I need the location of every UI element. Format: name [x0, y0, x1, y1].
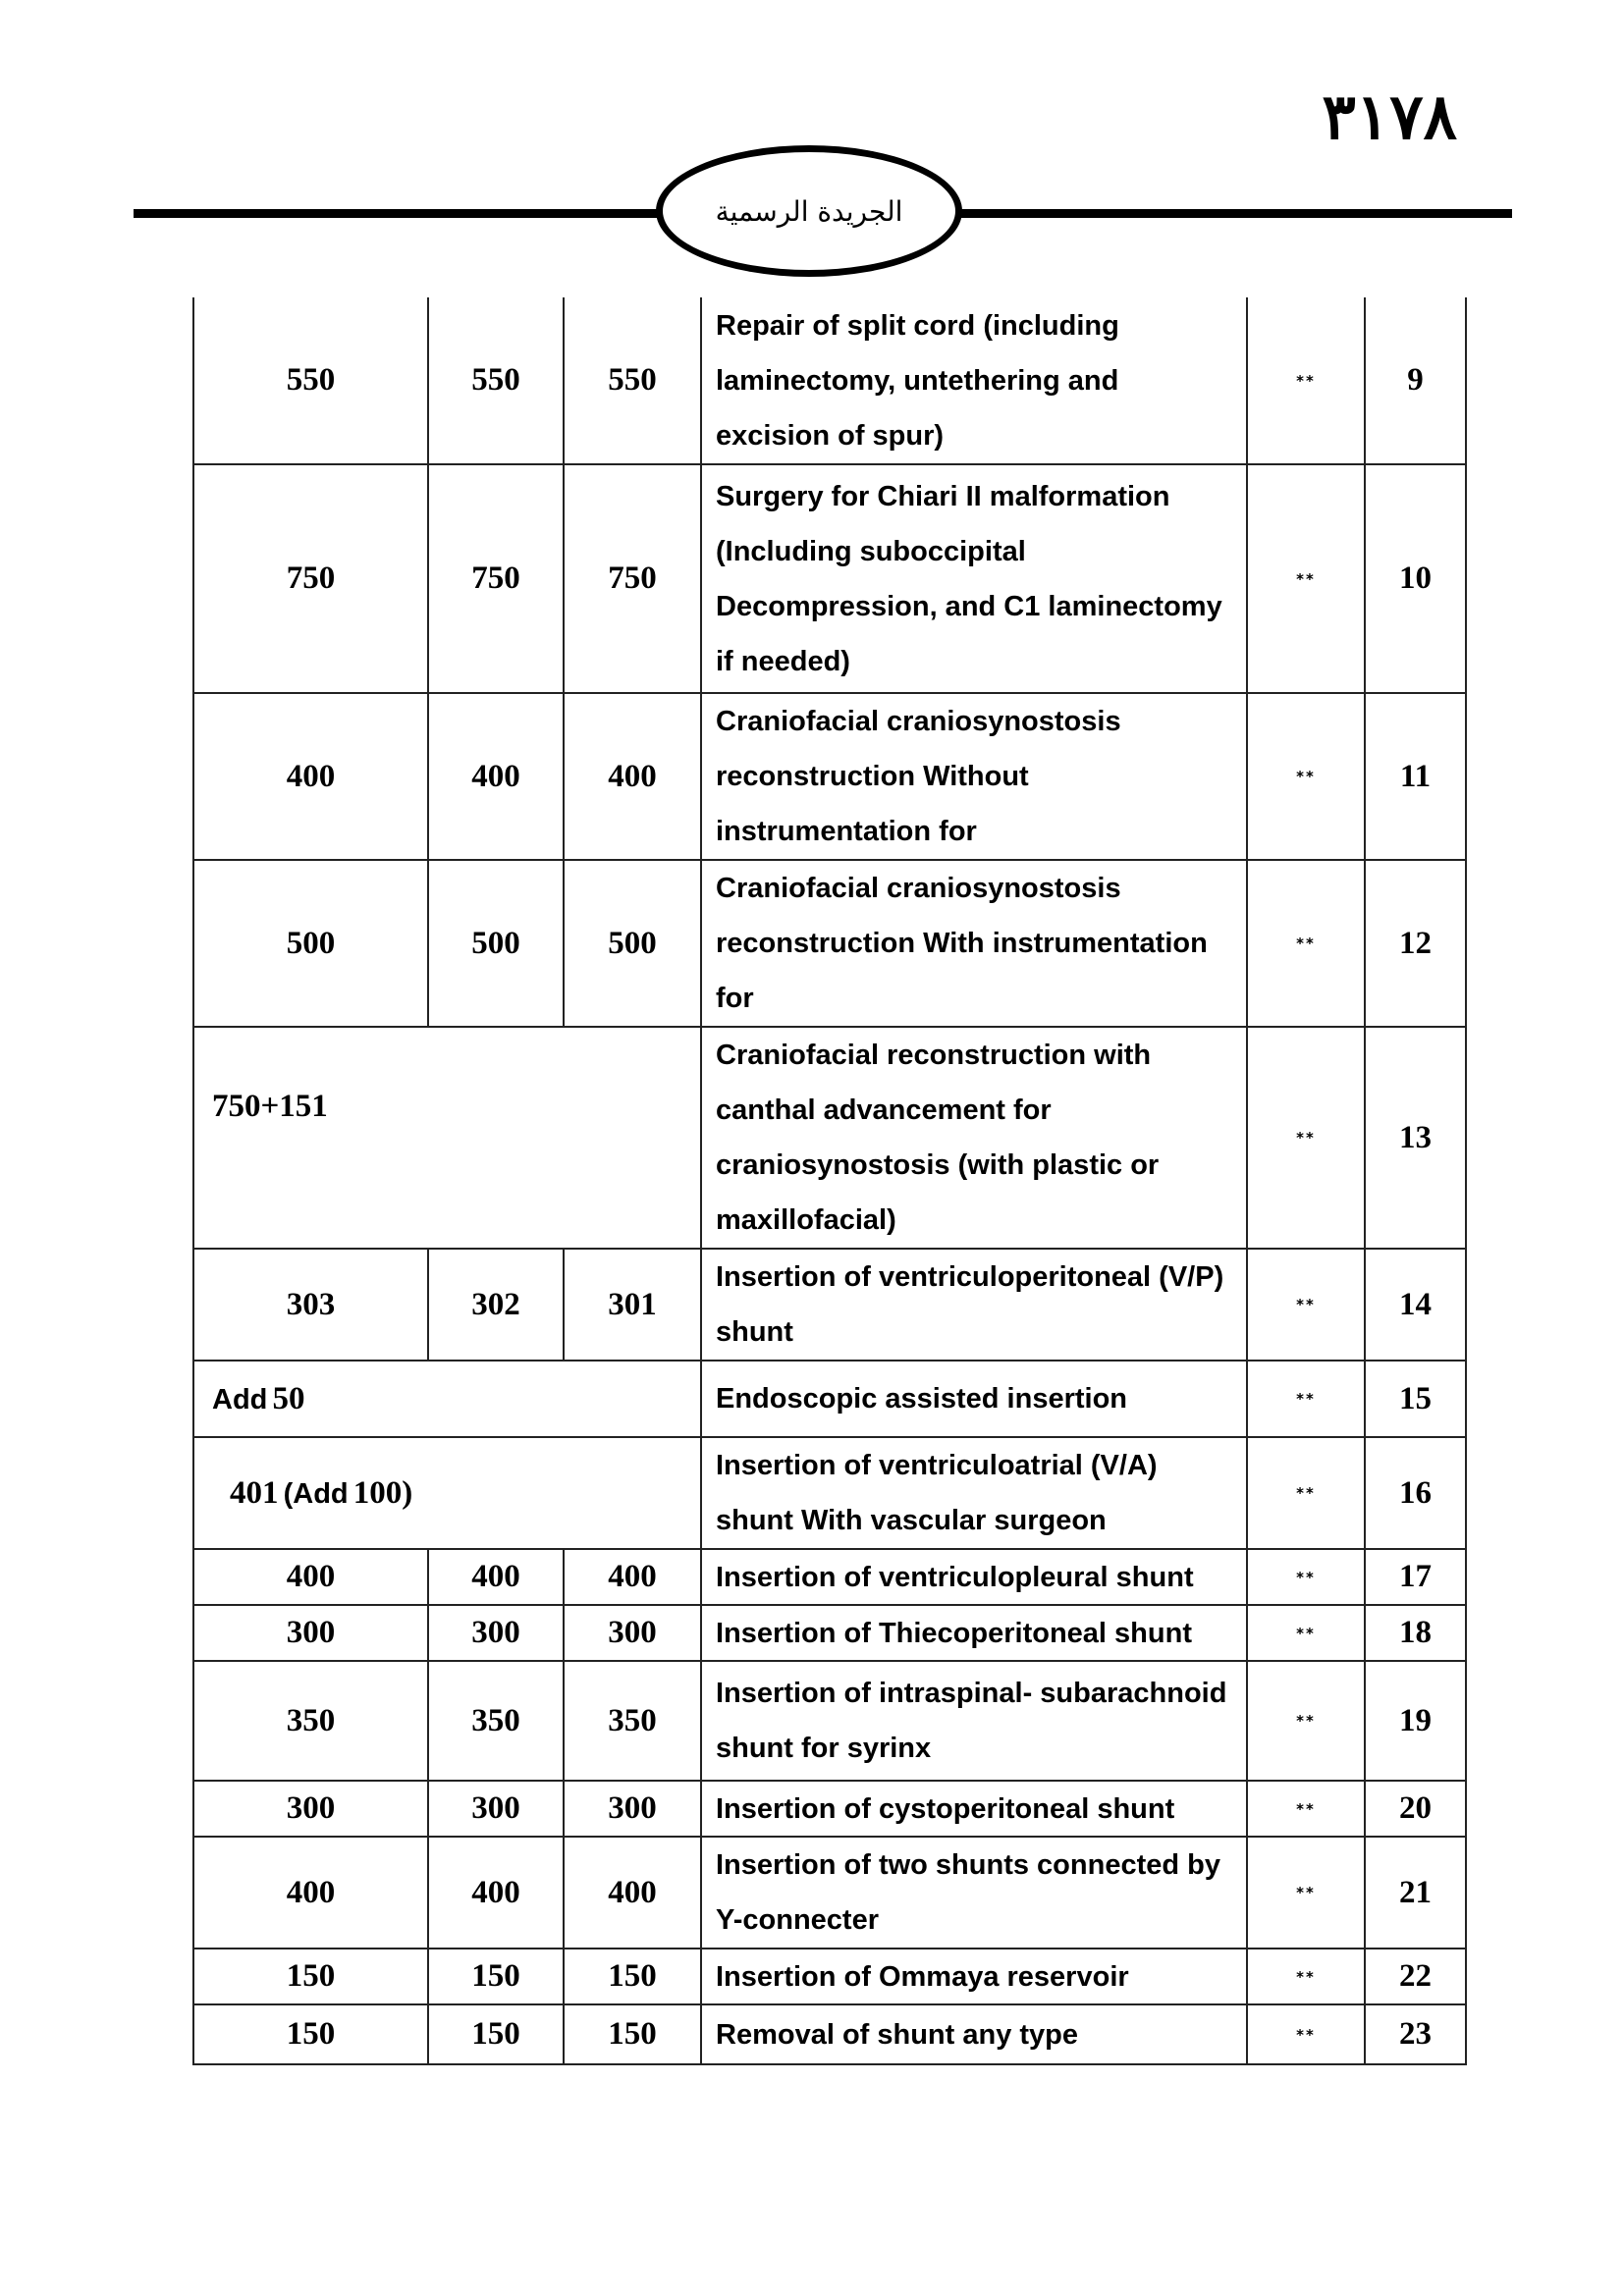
- procedure-description: Insertion of Ommaya reservoir: [701, 1949, 1247, 2004]
- procedure-description: Craniofacial craniosynostosis reconstruction With instrumentation for: [701, 860, 1247, 1027]
- row-number: 17: [1365, 1549, 1466, 1605]
- table-row: [193, 297, 1466, 464]
- fee-cell-2: 300: [428, 1781, 564, 1837]
- asterisk-mark: **: [1247, 1605, 1365, 1661]
- table-row: [193, 1549, 1466, 1605]
- fee-cell-2: 300: [428, 1605, 564, 1661]
- fee-merged-paren-value: 100): [352, 1474, 413, 1511]
- procedure-description: Insertion of ventriculoatrial (V/A) shunt With vascular surgeon: [701, 1437, 1247, 1549]
- table-row: [193, 1661, 1466, 1781]
- fee-cell-3: 400: [564, 693, 701, 860]
- asterisk-mark: **: [1247, 1361, 1365, 1437]
- procedure-description: Insertion of intraspinal- subarachnoid shunt for syrinx: [701, 1661, 1247, 1781]
- asterisk-mark: **: [1247, 1661, 1365, 1781]
- asterisk-mark: **: [1247, 1437, 1365, 1549]
- fee-cell-2: 550: [428, 297, 564, 464]
- procedure-description: Craniofacial reconstruction with canthal advancement for craniosynostosis (with plastic or maxillofacial): [701, 1027, 1247, 1249]
- masthead-title: الجريدة الرسمية: [715, 194, 903, 228]
- fee-cell-1: 400: [193, 693, 428, 860]
- fee-cell-3: 400: [564, 1837, 701, 1949]
- fee-cell-1: 300: [193, 1605, 428, 1661]
- asterisk-mark: **: [1247, 1549, 1365, 1605]
- procedure-description: Insertion of ventriculopleural shunt: [701, 1549, 1247, 1605]
- row-number: 15: [1365, 1361, 1466, 1437]
- fee-cell-2: 400: [428, 693, 564, 860]
- page-number: ٣١٧٨: [1322, 80, 1457, 154]
- header-rule-right: [958, 209, 1512, 218]
- fee-merged-cell: [193, 1437, 701, 1549]
- table-row: [193, 1249, 1466, 1361]
- procedure-description: Craniofacial craniosynostosis reconstruction Without instrumentation for: [701, 693, 1247, 860]
- row-number: 12: [1365, 860, 1466, 1027]
- table-row: [193, 2004, 1466, 2064]
- fee-cell-1: 303: [193, 1249, 428, 1361]
- row-number: 9: [1365, 297, 1466, 464]
- row-number: 11: [1365, 693, 1466, 860]
- fee-cell-3: 300: [564, 1781, 701, 1837]
- row-number: 10: [1365, 464, 1466, 693]
- procedure-description: Surgery for Chiari II malformation (Including suboccipital Decompression, and C1 laminectomy if needed): [701, 464, 1247, 693]
- fee-cell-2: 400: [428, 1549, 564, 1605]
- table-row: [193, 693, 1466, 860]
- table-row: [193, 1949, 1466, 2004]
- fee-merged-value: 750+151: [212, 1089, 328, 1124]
- row-number: 14: [1365, 1249, 1466, 1361]
- asterisk-mark: **: [1247, 860, 1365, 1027]
- row-number: 16: [1365, 1437, 1466, 1549]
- fee-cell-3: 300: [564, 1605, 701, 1661]
- fee-cell-3: 150: [564, 2004, 701, 2064]
- fee-merged-prefix: Add: [212, 1383, 268, 1415]
- fee-cell-2: 500: [428, 860, 564, 1027]
- asterisk-mark: **: [1247, 297, 1365, 464]
- fee-cell-1: 400: [193, 1837, 428, 1949]
- table-row: [193, 1837, 1466, 1949]
- masthead-oval: [656, 145, 962, 277]
- fee-cell-1: 350: [193, 1661, 428, 1781]
- fee-cell-3: 301: [564, 1249, 701, 1361]
- asterisk-mark: **: [1247, 1837, 1365, 1949]
- fee-cell-1: 550: [193, 297, 428, 464]
- fee-cell-2: 400: [428, 1837, 564, 1949]
- fee-merged-value: 401: [230, 1474, 279, 1511]
- fee-cell-3: 150: [564, 1949, 701, 2004]
- fee-merged-value: 50: [272, 1380, 305, 1416]
- asterisk-mark: **: [1247, 693, 1365, 860]
- procedure-description: Insertion of cystoperitoneal shunt: [701, 1781, 1247, 1837]
- table-row: [193, 464, 1466, 693]
- asterisk-mark: **: [1247, 2004, 1365, 2064]
- fee-cell-1: 150: [193, 2004, 428, 2064]
- fee-merged-cell: [193, 1027, 701, 1249]
- table-row: [193, 1361, 1466, 1437]
- fee-merged-paren-open: (Add: [283, 1477, 349, 1510]
- row-number: 19: [1365, 1661, 1466, 1781]
- asterisk-mark: **: [1247, 1027, 1365, 1249]
- fee-cell-1: 300: [193, 1781, 428, 1837]
- fee-cell-3: 550: [564, 297, 701, 464]
- fee-cell-2: 150: [428, 2004, 564, 2064]
- fee-cell-1: 750: [193, 464, 428, 693]
- row-number: 20: [1365, 1781, 1466, 1837]
- table-row: [193, 1437, 1466, 1549]
- fee-cell-3: 350: [564, 1661, 701, 1781]
- fee-merged-cell: [193, 1361, 701, 1437]
- procedure-description: Removal of shunt any type: [701, 2004, 1247, 2064]
- procedure-description: Endoscopic assisted insertion: [701, 1361, 1247, 1437]
- fee-cell-1: 150: [193, 1949, 428, 2004]
- asterisk-mark: **: [1247, 1249, 1365, 1361]
- procedure-description: Repair of split cord (including laminectomy, untethering and excision of spur): [701, 297, 1247, 464]
- table-row: [193, 1605, 1466, 1661]
- row-number: 13: [1365, 1027, 1466, 1249]
- fee-cell-1: 400: [193, 1549, 428, 1605]
- table-row: [193, 1027, 1466, 1249]
- asterisk-mark: **: [1247, 1949, 1365, 2004]
- fee-cell-2: 350: [428, 1661, 564, 1781]
- procedure-description: Insertion of ventriculoperitoneal (V/P) shunt: [701, 1249, 1247, 1361]
- fee-cell-3: 400: [564, 1549, 701, 1605]
- fee-cell-3: 750: [564, 464, 701, 693]
- fee-cell-2: 750: [428, 464, 564, 693]
- fee-cell-3: 500: [564, 860, 701, 1027]
- table-row: [193, 1781, 1466, 1837]
- table-row: [193, 860, 1466, 1027]
- row-number: 22: [1365, 1949, 1466, 2004]
- row-number: 21: [1365, 1837, 1466, 1949]
- fee-cell-1: 500: [193, 860, 428, 1027]
- fee-cell-2: 302: [428, 1249, 564, 1361]
- row-number: 23: [1365, 2004, 1466, 2064]
- procedure-description: Insertion of two shunts connected by Y-connecter: [701, 1837, 1247, 1949]
- row-number: 18: [1365, 1605, 1466, 1661]
- procedure-description: Insertion of Thiecoperitoneal shunt: [701, 1605, 1247, 1661]
- asterisk-mark: **: [1247, 464, 1365, 693]
- fee-table: [192, 297, 1467, 2065]
- asterisk-mark: **: [1247, 1781, 1365, 1837]
- header-rule-left: [134, 209, 664, 218]
- fee-cell-2: 150: [428, 1949, 564, 2004]
